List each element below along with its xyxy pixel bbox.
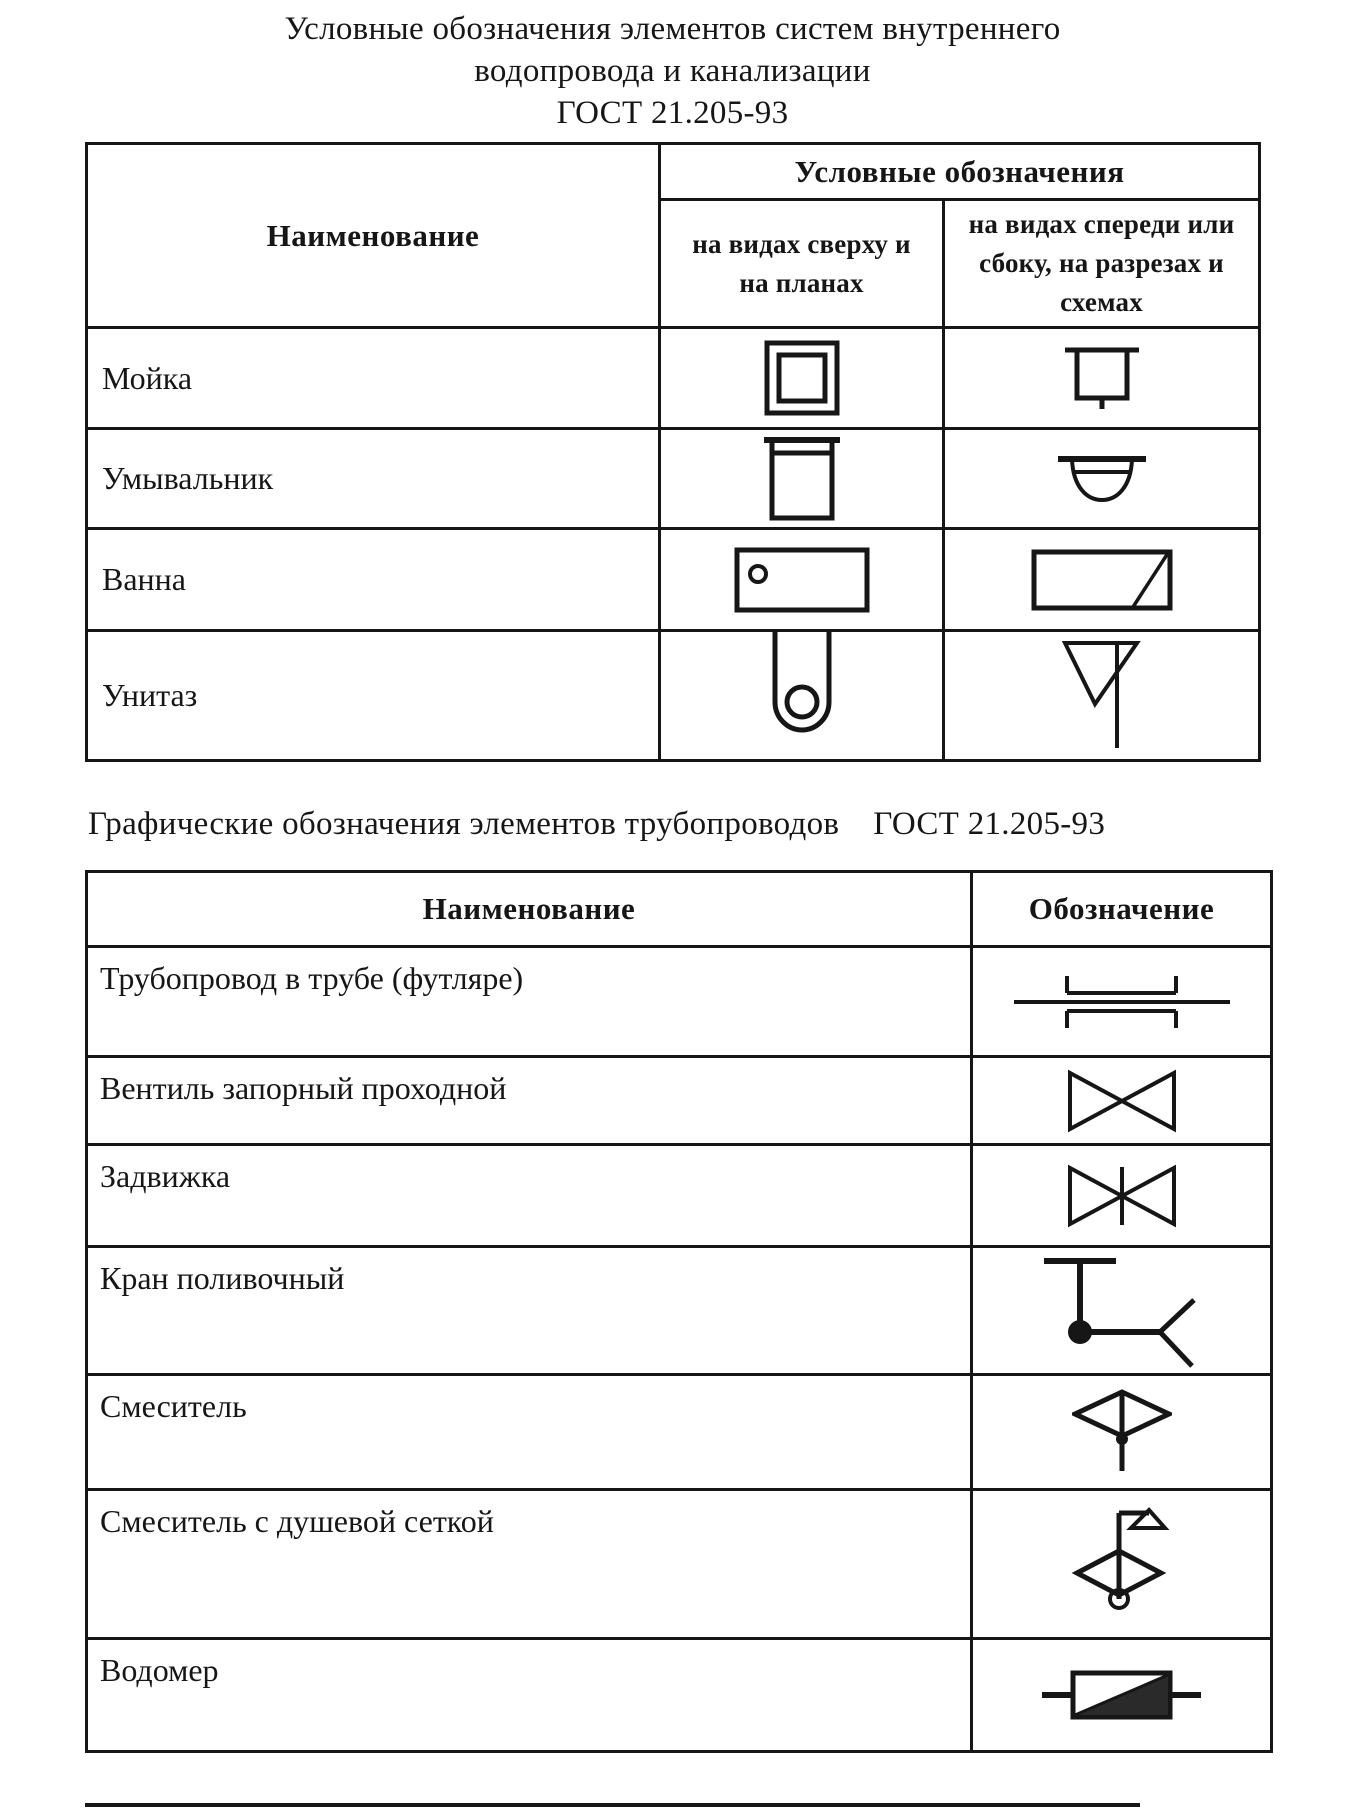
table1-header-front-view: на видах спереди или сбоку, на разрезах и схемах bbox=[944, 200, 1260, 328]
pipe-in-casing-icon bbox=[972, 947, 1272, 1057]
pipes-title-text: Графические обозначения элементов трубопроводов bbox=[88, 806, 840, 842]
row-label-sink: Мойка bbox=[87, 328, 660, 429]
row-label-pipe-in-casing: Трубопровод в трубе (футляре) bbox=[87, 947, 972, 1057]
scan-artifact-line bbox=[85, 1803, 1140, 1807]
toilet-plan-icon bbox=[660, 631, 944, 761]
washbasin-plan-icon bbox=[660, 429, 944, 529]
row-label-toilet: Унитаз bbox=[87, 631, 660, 761]
document-title bbox=[0, 8, 1345, 134]
table-row bbox=[87, 429, 1260, 529]
table2-header-symbol: Обозначение bbox=[972, 872, 1272, 947]
pipeline-elements-table bbox=[85, 870, 1273, 1753]
table2-header-name: Наименование bbox=[87, 872, 972, 947]
row-label-water-meter: Водомер bbox=[87, 1639, 972, 1752]
row-label-gate-valve: Задвижка bbox=[87, 1145, 972, 1247]
table-row bbox=[87, 1375, 1272, 1490]
mixer-with-shower-icon bbox=[972, 1490, 1272, 1639]
table-row bbox=[87, 631, 1260, 761]
table-row bbox=[87, 328, 1260, 429]
row-label-hose-bib: Кран поливочный bbox=[87, 1247, 972, 1375]
table1-header-plan-view: на видах сверху и на планах bbox=[660, 200, 944, 328]
table1-header-name: Наименование bbox=[87, 144, 660, 328]
table-row bbox=[87, 947, 1272, 1057]
row-label-globe-valve: Вентиль запорный проходной bbox=[87, 1057, 972, 1145]
bath-plan-icon bbox=[660, 529, 944, 631]
row-label-bath: Ванна bbox=[87, 529, 660, 631]
sanitary-fixtures-table bbox=[85, 142, 1261, 762]
gate-valve-icon bbox=[972, 1145, 1272, 1247]
table1-header-symbols: Условные обозначения bbox=[660, 144, 1260, 200]
pipes-title-gost: ГОСТ 21.205-93 bbox=[873, 806, 1106, 842]
table-row bbox=[87, 1490, 1272, 1639]
bath-front-icon bbox=[944, 529, 1260, 631]
gost-number: ГОСТ 21.205-93 bbox=[556, 95, 789, 131]
table-row bbox=[87, 1247, 1272, 1375]
title-line-1: Условные обозначения элементов систем внутреннего bbox=[284, 11, 1061, 47]
table-row bbox=[87, 1145, 1272, 1247]
globe-valve-icon bbox=[972, 1057, 1272, 1145]
sink-front-icon bbox=[944, 328, 1260, 429]
washbasin-front-icon bbox=[944, 429, 1260, 529]
sink-plan-icon bbox=[660, 328, 944, 429]
row-label-mixer-with-shower: Смеситель с душевой сеткой bbox=[87, 1490, 972, 1639]
table-row bbox=[87, 1057, 1272, 1145]
table-row bbox=[87, 529, 1260, 631]
row-label-mixer-tap: Смеситель bbox=[87, 1375, 972, 1490]
title-line-2: водопровода и канализации bbox=[474, 53, 871, 89]
row-label-washbasin: Умывальник bbox=[87, 429, 660, 529]
water-meter-icon bbox=[972, 1639, 1272, 1752]
toilet-front-icon bbox=[944, 631, 1260, 761]
table-row bbox=[87, 1639, 1272, 1752]
hose-bib-icon bbox=[972, 1247, 1272, 1375]
pipes-section-title bbox=[88, 806, 1298, 843]
mixer-tap-icon bbox=[972, 1375, 1272, 1490]
